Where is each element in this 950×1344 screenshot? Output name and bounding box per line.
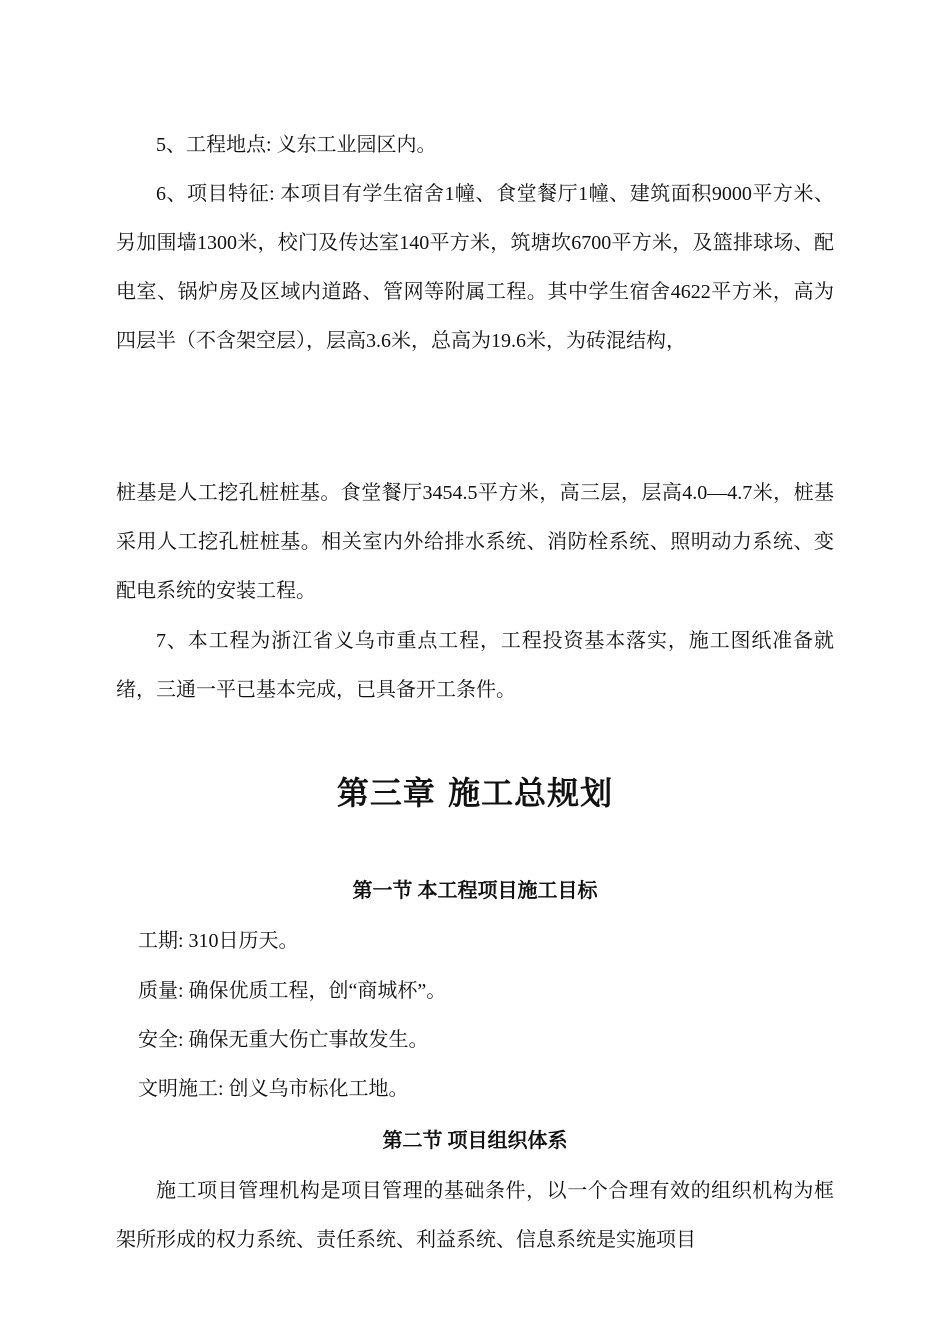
section-title-organization: 第二节 项目组织体系: [382, 1130, 568, 1152]
chapter-title: 第三章 施工总规划: [336, 774, 614, 812]
goal-quality: 质量: 确保优质工程，创“商城杯”。: [138, 980, 447, 1002]
goal-safety: 安全: 确保无重大伤亡事故发生。: [138, 1029, 429, 1051]
paragraph-project-features: 6、项目特征: 本项目有学生宿舍1幢、食堂餐厅1幢、建筑面积9000平方米、另加围墙1300米，校门及传达室140平方米，筑塘坎6700平方米，及篮排球场、配电室、锅炉房及区域内道路、管网等附属工程。其中学生宿舍4622平方米，高为四层半（不含架空层），层高3.6米，总高为19.6米，为砖混结构，: [116, 183, 834, 352]
paragraph-project-readiness: 7、本工程为浙江省义乌市重点工程，工程投资基本落实，施工图纸准备就绪，三通一平已基本完成，已具备开工条件。: [116, 630, 834, 701]
section-title-goals: 第一节 本工程项目施工目标: [352, 880, 598, 902]
paragraph-project-features-continued: 桩基是人工挖孔桩桩基。食堂餐厅3454.5平方米，高三层，层高4.0—4.7米，桩基采用人工挖孔桩桩基。相关室内外给排水系统、消防栓系统、照明动力系统、变配电系统的安装工程。: [116, 482, 834, 602]
goal-civilized-construction: 文明施工: 创义乌市标化工地。: [138, 1078, 409, 1100]
paragraph-project-location: 5、工程地点: 义东工业园区内。: [156, 134, 437, 156]
paragraph-organization-body: 施工项目管理机构是项目管理的基础条件，以一个合理有效的组织机构为框架所形成的权力系统、责任系统、利益系统、信息系统是实施项目: [116, 1180, 834, 1251]
goal-schedule: 工期: 310日历天。: [138, 930, 299, 952]
